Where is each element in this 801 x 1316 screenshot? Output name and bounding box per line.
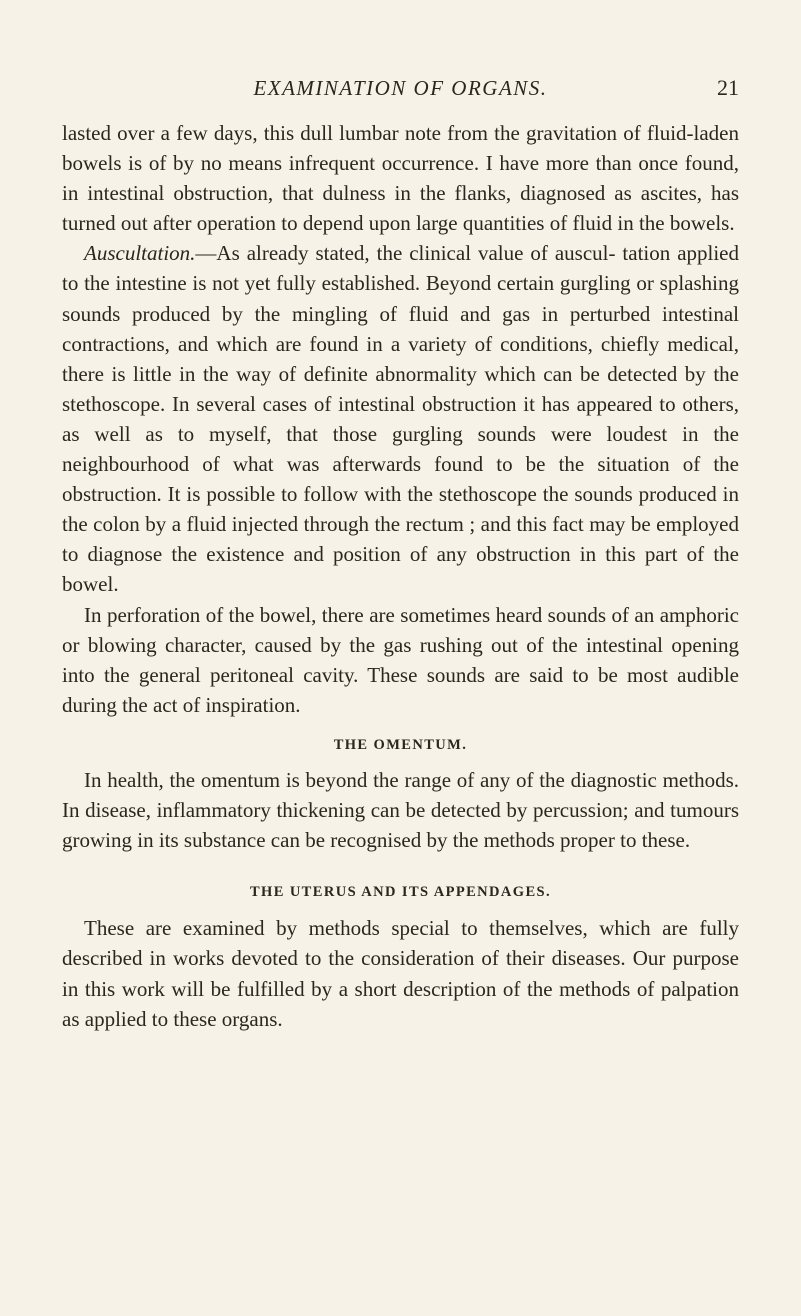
paragraph-continuation: lasted over a few days, this dull lumbar note from the gravitation of fluid-laden bowels is of by no means infrequent occurrence. I have more than once found, in intestinal obstruction, that dulness in the flanks, diagnosed as ascites, has turned out after operation to depend upon large quantities of fluid in the bowels. [62, 121, 739, 236]
page-body [62, 118, 739, 1034]
heading-uterus: THE UTERUS AND ITS APPENDAGES. [249, 884, 552, 901]
heading-omentum: THE OMENTUM. [333, 736, 468, 753]
running-head [62, 74, 739, 104]
paragraph-perforation: In perforation of the bowel, there are sometimes heard sounds of an amphoric or blowing character, caused by the gas rushing out of the intestinal opening into the general peritoneal cavity. These sounds are said to be most audible during the act of inspiration. [62, 602, 739, 717]
auscultation-text: —As already stated, the clinical value of auscul- tation applied to the intestine is not yet fully established. Beyond certain gurgling or splashing sounds produced by the mingling of fluid and gas in perturbed intestinal contractions, and which are found in a variety of conditions, chiefly medical, there is little in the way of definite abnormality which can be detected by the stethoscope. In several cases of intestinal obstruction it has appeared to others, as well as to myself, that those gurgling sounds were loudest in the neighbourhood of what was afterwards found to be the situation of the obstruction. It is possible to follow with the stethoscope the sounds produced in the colon by a fluid injected through the rectum ; and this fact may be employed to diagnose the existence and position of any obstruction in this part of the bowel. [62, 241, 739, 597]
paragraph-auscultation [62, 238, 739, 599]
running-title: EXAMINATION OF ORGANS. [253, 76, 548, 100]
page-number: 21 [717, 75, 739, 100]
paragraph-uterus: These are examined by methods special to themselves, which are fully described in works devoted to the consideration of their diseases. Our purpose in this work will be fulfilled by a short description of the methods of palpation as applied to these organs. [62, 916, 739, 1031]
auscultation-term: Auscultation. [84, 241, 196, 266]
paragraph-omentum: In health, the omentum is beyond the range of any of the diagnostic methods. In disease, inflammatory thickening can be detected by percussion; and tumours growing in its substance can be recognised by the methods proper to these. [62, 767, 739, 853]
